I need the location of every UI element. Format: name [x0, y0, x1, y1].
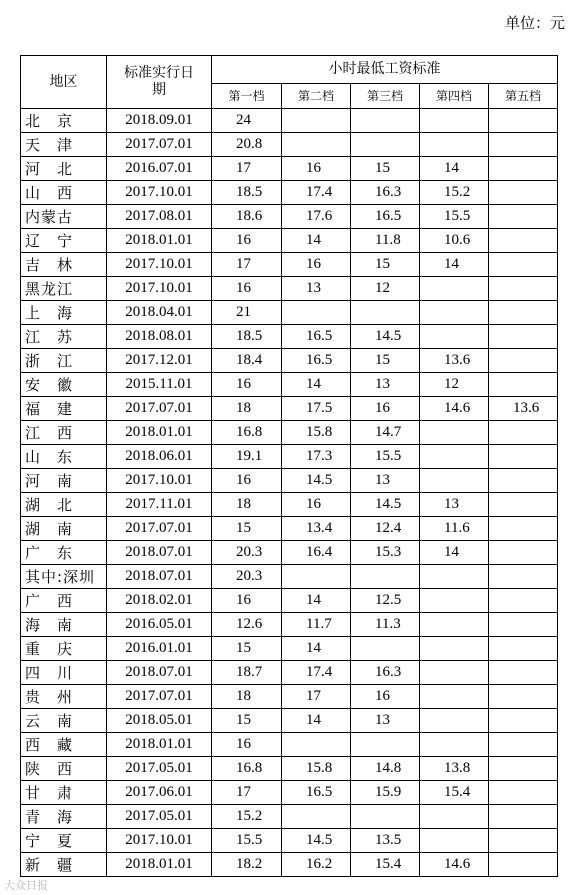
tier-2-cell	[282, 109, 351, 133]
header-tier-3: 第三档	[351, 84, 420, 109]
tier-4-cell: 14.6	[420, 397, 489, 421]
tier-5-cell	[489, 301, 558, 325]
tier-1-cell: 16	[212, 589, 282, 613]
table-row	[21, 109, 558, 133]
tier-4-cell: 13.6	[420, 349, 489, 373]
tier-5-cell	[489, 781, 558, 805]
tier-2-cell: 14	[282, 709, 351, 733]
region-cell: 重 庆	[21, 637, 107, 661]
tier-5-cell	[489, 541, 558, 565]
region-cell: 河 北	[21, 157, 107, 181]
tier-4-cell: 14	[420, 541, 489, 565]
tier-1-cell: 20.8	[212, 133, 282, 157]
region-cell: 四 川	[21, 661, 107, 685]
date-cell: 2017.06.01	[107, 781, 212, 805]
tier-1-cell: 18.7	[212, 661, 282, 685]
tier-5-cell	[489, 205, 558, 229]
tier-2-cell: 16.5	[282, 349, 351, 373]
tier-1-cell: 20.3	[212, 565, 282, 589]
table-row	[21, 133, 558, 157]
tier-5-cell	[489, 349, 558, 373]
date-cell: 2016.07.01	[107, 157, 212, 181]
table-row	[21, 613, 558, 637]
region-cell: 吉 林	[21, 253, 107, 277]
tier-5-cell	[489, 565, 558, 589]
date-cell: 2018.02.01	[107, 589, 212, 613]
tier-4-cell: 10.6	[420, 229, 489, 253]
tier-2-cell: 14	[282, 229, 351, 253]
tier-5-cell	[489, 733, 558, 757]
tier-1-cell: 17	[212, 781, 282, 805]
tier-4-cell: 13.8	[420, 757, 489, 781]
tier-4-cell: 13	[420, 493, 489, 517]
table-row	[21, 469, 558, 493]
date-cell: 2017.10.01	[107, 469, 212, 493]
table-header-row	[21, 56, 558, 84]
tier-5-cell	[489, 325, 558, 349]
date-cell: 2018.01.01	[107, 421, 212, 445]
tier-1-cell: 21	[212, 301, 282, 325]
tier-4-cell: 15.4	[420, 781, 489, 805]
table-row	[21, 493, 558, 517]
tier-5-cell	[489, 709, 558, 733]
date-cell: 2015.11.01	[107, 373, 212, 397]
tier-2-cell: 17.5	[282, 397, 351, 421]
tier-2-cell: 17.4	[282, 181, 351, 205]
tier-1-cell: 16	[212, 229, 282, 253]
tier-2-cell: 17.4	[282, 661, 351, 685]
tier-3-cell: 16	[351, 685, 420, 709]
region-cell: 海 南	[21, 613, 107, 637]
tier-5-cell	[489, 253, 558, 277]
region-cell: 山 东	[21, 445, 107, 469]
tier-3-cell: 13	[351, 373, 420, 397]
date-cell: 2018.09.01	[107, 109, 212, 133]
tier-4-cell: 15.2	[420, 181, 489, 205]
min-wage-table	[20, 55, 558, 877]
tier-2-cell: 16	[282, 493, 351, 517]
tier-3-cell	[351, 301, 420, 325]
table-row	[21, 325, 558, 349]
date-cell: 2017.12.01	[107, 349, 212, 373]
table-row	[21, 637, 558, 661]
table-row	[21, 853, 558, 877]
tier-3-cell: 15	[351, 253, 420, 277]
table-row	[21, 589, 558, 613]
region-cell: 北 京	[21, 109, 107, 133]
region-cell: 陕 西	[21, 757, 107, 781]
tier-5-cell	[489, 445, 558, 469]
tier-2-cell: 11.7	[282, 613, 351, 637]
date-cell: 2018.01.01	[107, 733, 212, 757]
region-cell: 广 西	[21, 589, 107, 613]
tier-5-cell	[489, 421, 558, 445]
tier-5-cell	[489, 373, 558, 397]
tier-2-cell: 16.2	[282, 853, 351, 877]
tier-5-cell	[489, 757, 558, 781]
table-row	[21, 157, 558, 181]
header-date-text: 标准实行日期	[124, 65, 194, 98]
tier-3-cell: 14.5	[351, 325, 420, 349]
tier-2-cell	[282, 301, 351, 325]
table-row	[21, 301, 558, 325]
table-row	[21, 373, 558, 397]
region-cell: 新 疆	[21, 853, 107, 877]
table-row	[21, 397, 558, 421]
date-cell: 2018.05.01	[107, 709, 212, 733]
region-cell: 山 西	[21, 181, 107, 205]
date-cell: 2017.07.01	[107, 685, 212, 709]
tier-1-cell: 16.8	[212, 757, 282, 781]
region-cell: 湖 北	[21, 493, 107, 517]
table-row	[21, 181, 558, 205]
date-cell: 2017.07.01	[107, 133, 212, 157]
tier-5-cell	[489, 181, 558, 205]
region-cell: 江 西	[21, 421, 107, 445]
tier-4-cell	[420, 109, 489, 133]
tier-2-cell: 14	[282, 589, 351, 613]
tier-4-cell	[420, 709, 489, 733]
tier-3-cell: 15.3	[351, 541, 420, 565]
tier-4-cell	[420, 133, 489, 157]
table-row	[21, 541, 558, 565]
unit-label: 单位：元	[504, 14, 565, 32]
tier-5-cell	[489, 829, 558, 853]
tier-5-cell	[489, 109, 558, 133]
tier-1-cell: 15.5	[212, 829, 282, 853]
tier-1-cell: 15	[212, 637, 282, 661]
region-cell: 福 建	[21, 397, 107, 421]
tier-1-cell: 19.1	[212, 445, 282, 469]
header-tier-4: 第四档	[420, 84, 489, 109]
date-cell: 2017.10.01	[107, 277, 212, 301]
table-row	[21, 565, 558, 589]
region-cell: 广 东	[21, 541, 107, 565]
tier-3-cell: 16.5	[351, 205, 420, 229]
tier-1-cell: 18.2	[212, 853, 282, 877]
tier-4-cell	[420, 445, 489, 469]
table-row	[21, 253, 558, 277]
tier-1-cell: 18	[212, 685, 282, 709]
tier-4-cell	[420, 661, 489, 685]
date-cell: 2017.10.01	[107, 181, 212, 205]
date-cell: 2018.08.01	[107, 325, 212, 349]
tier-5-cell	[489, 805, 558, 829]
tier-3-cell: 11.8	[351, 229, 420, 253]
tier-3-cell	[351, 133, 420, 157]
header-tier-1: 第一档	[212, 84, 282, 109]
tier-4-cell	[420, 805, 489, 829]
tier-3-cell: 13.5	[351, 829, 420, 853]
header-tier-5: 第五档	[489, 84, 558, 109]
region-cell: 内蒙古	[21, 205, 107, 229]
region-cell: 河 南	[21, 469, 107, 493]
region-cell: 安 徽	[21, 373, 107, 397]
tier-4-cell	[420, 589, 489, 613]
table-row	[21, 805, 558, 829]
tier-2-cell: 16.5	[282, 325, 351, 349]
region-cell: 青 海	[21, 805, 107, 829]
tier-4-cell: 15.5	[420, 205, 489, 229]
tier-5-cell	[489, 229, 558, 253]
tier-3-cell: 12.5	[351, 589, 420, 613]
tier-3-cell: 15.5	[351, 445, 420, 469]
tier-5-cell	[489, 661, 558, 685]
table-row	[21, 421, 558, 445]
tier-1-cell: 18.5	[212, 181, 282, 205]
table-row	[21, 661, 558, 685]
header-hourly-min-wage: 小时最低工资标准	[212, 56, 558, 84]
tier-1-cell: 16	[212, 277, 282, 301]
tier-4-cell: 11.6	[420, 517, 489, 541]
tier-1-cell: 15	[212, 709, 282, 733]
table-row	[21, 349, 558, 373]
region-cell: 贵 州	[21, 685, 107, 709]
date-cell: 2017.07.01	[107, 397, 212, 421]
tier-2-cell: 15.8	[282, 421, 351, 445]
tier-1-cell: 16.8	[212, 421, 282, 445]
tier-5-cell: 13.6	[489, 397, 558, 421]
date-cell: 2016.01.01	[107, 637, 212, 661]
table-row	[21, 709, 558, 733]
region-cell: 辽 宁	[21, 229, 107, 253]
tier-4-cell	[420, 421, 489, 445]
tier-4-cell	[420, 685, 489, 709]
tier-1-cell: 18.5	[212, 325, 282, 349]
tier-2-cell: 17	[282, 685, 351, 709]
tier-1-cell: 17	[212, 253, 282, 277]
tier-1-cell: 15.2	[212, 805, 282, 829]
date-cell: 2017.10.01	[107, 253, 212, 277]
tier-5-cell	[489, 613, 558, 637]
date-cell: 2017.08.01	[107, 205, 212, 229]
tier-2-cell	[282, 133, 351, 157]
region-cell: 上 海	[21, 301, 107, 325]
tier-1-cell: 18	[212, 397, 282, 421]
table-row	[21, 445, 558, 469]
tier-3-cell	[351, 565, 420, 589]
tier-3-cell: 12.4	[351, 517, 420, 541]
tier-5-cell	[489, 853, 558, 877]
table-row	[21, 205, 558, 229]
table-row	[21, 277, 558, 301]
date-cell: 2017.05.01	[107, 805, 212, 829]
tier-1-cell: 16	[212, 373, 282, 397]
tier-1-cell: 18.6	[212, 205, 282, 229]
tier-4-cell: 12	[420, 373, 489, 397]
tier-5-cell	[489, 589, 558, 613]
tier-2-cell: 16.4	[282, 541, 351, 565]
region-cell: 西 藏	[21, 733, 107, 757]
tier-2-cell: 14.5	[282, 829, 351, 853]
tier-1-cell: 18.4	[212, 349, 282, 373]
tier-2-cell: 14	[282, 373, 351, 397]
tier-3-cell: 15.4	[351, 853, 420, 877]
date-cell: 2016.05.01	[107, 613, 212, 637]
tier-3-cell: 15	[351, 349, 420, 373]
tier-5-cell	[489, 493, 558, 517]
tier-2-cell: 13.4	[282, 517, 351, 541]
table-body	[21, 109, 558, 877]
tier-5-cell	[489, 637, 558, 661]
tier-1-cell: 18	[212, 493, 282, 517]
tier-3-cell	[351, 733, 420, 757]
date-cell: 2018.04.01	[107, 301, 212, 325]
tier-3-cell: 13	[351, 469, 420, 493]
tier-4-cell	[420, 637, 489, 661]
date-cell: 2018.07.01	[107, 541, 212, 565]
date-cell: 2017.11.01	[107, 493, 212, 517]
tier-2-cell: 14.5	[282, 469, 351, 493]
tier-2-cell	[282, 805, 351, 829]
tier-4-cell	[420, 277, 489, 301]
table-row	[21, 229, 558, 253]
tier-2-cell: 16	[282, 157, 351, 181]
date-cell: 2017.07.01	[107, 517, 212, 541]
tier-3-cell: 13	[351, 709, 420, 733]
tier-3-cell	[351, 637, 420, 661]
tier-1-cell: 20.3	[212, 541, 282, 565]
tier-5-cell	[489, 685, 558, 709]
region-cell: 其中:深圳	[21, 565, 107, 589]
region-cell: 甘 肃	[21, 781, 107, 805]
region-cell: 湖 南	[21, 517, 107, 541]
tier-1-cell: 16	[212, 469, 282, 493]
tier-5-cell	[489, 133, 558, 157]
tier-4-cell: 14.6	[420, 853, 489, 877]
tier-2-cell: 14	[282, 637, 351, 661]
tier-2-cell	[282, 565, 351, 589]
table-row	[21, 517, 558, 541]
table-row	[21, 733, 558, 757]
date-cell: 2017.10.01	[107, 829, 212, 853]
date-cell: 2018.06.01	[107, 445, 212, 469]
region-cell: 天 津	[21, 133, 107, 157]
tier-3-cell: 12	[351, 277, 420, 301]
tier-4-cell	[420, 325, 489, 349]
tier-1-cell: 15	[212, 517, 282, 541]
tier-2-cell: 17.6	[282, 205, 351, 229]
tier-3-cell: 14.8	[351, 757, 420, 781]
tier-3-cell: 14.7	[351, 421, 420, 445]
date-cell: 2018.07.01	[107, 661, 212, 685]
tier-2-cell: 16.5	[282, 781, 351, 805]
header-date	[107, 56, 212, 109]
tier-2-cell: 13	[282, 277, 351, 301]
tier-5-cell	[489, 277, 558, 301]
watermark: 大众日报	[4, 879, 48, 892]
header-tier-2: 第二档	[282, 84, 351, 109]
tier-3-cell: 15	[351, 157, 420, 181]
tier-3-cell: 14.5	[351, 493, 420, 517]
tier-2-cell: 17.3	[282, 445, 351, 469]
tier-5-cell	[489, 157, 558, 181]
tier-4-cell	[420, 829, 489, 853]
tier-4-cell	[420, 733, 489, 757]
tier-4-cell	[420, 469, 489, 493]
tier-2-cell	[282, 733, 351, 757]
tier-1-cell: 16	[212, 733, 282, 757]
tier-3-cell: 16.3	[351, 661, 420, 685]
tier-3-cell: 11.3	[351, 613, 420, 637]
tier-1-cell: 17	[212, 157, 282, 181]
tier-2-cell: 16	[282, 253, 351, 277]
tier-3-cell: 16	[351, 397, 420, 421]
date-cell: 2017.05.01	[107, 757, 212, 781]
tier-5-cell	[489, 517, 558, 541]
tier-4-cell	[420, 613, 489, 637]
date-cell: 2018.07.01	[107, 565, 212, 589]
tier-3-cell: 16.3	[351, 181, 420, 205]
tier-2-cell: 15.8	[282, 757, 351, 781]
tier-3-cell	[351, 805, 420, 829]
region-cell: 浙 江	[21, 349, 107, 373]
tier-3-cell	[351, 109, 420, 133]
tier-4-cell	[420, 301, 489, 325]
region-cell: 宁 夏	[21, 829, 107, 853]
tier-4-cell: 14	[420, 157, 489, 181]
table-row	[21, 829, 558, 853]
table-row	[21, 685, 558, 709]
tier-1-cell: 24	[212, 109, 282, 133]
tier-4-cell: 14	[420, 253, 489, 277]
region-cell: 黑龙江	[21, 277, 107, 301]
date-cell: 2018.01.01	[107, 229, 212, 253]
region-cell: 云 南	[21, 709, 107, 733]
table-row	[21, 781, 558, 805]
table-row	[21, 757, 558, 781]
header-region: 地区	[21, 56, 107, 109]
tier-3-cell: 15.9	[351, 781, 420, 805]
tier-5-cell	[489, 469, 558, 493]
tier-1-cell: 12.6	[212, 613, 282, 637]
date-cell: 2018.01.01	[107, 853, 212, 877]
tier-4-cell	[420, 565, 489, 589]
region-cell: 江 苏	[21, 325, 107, 349]
